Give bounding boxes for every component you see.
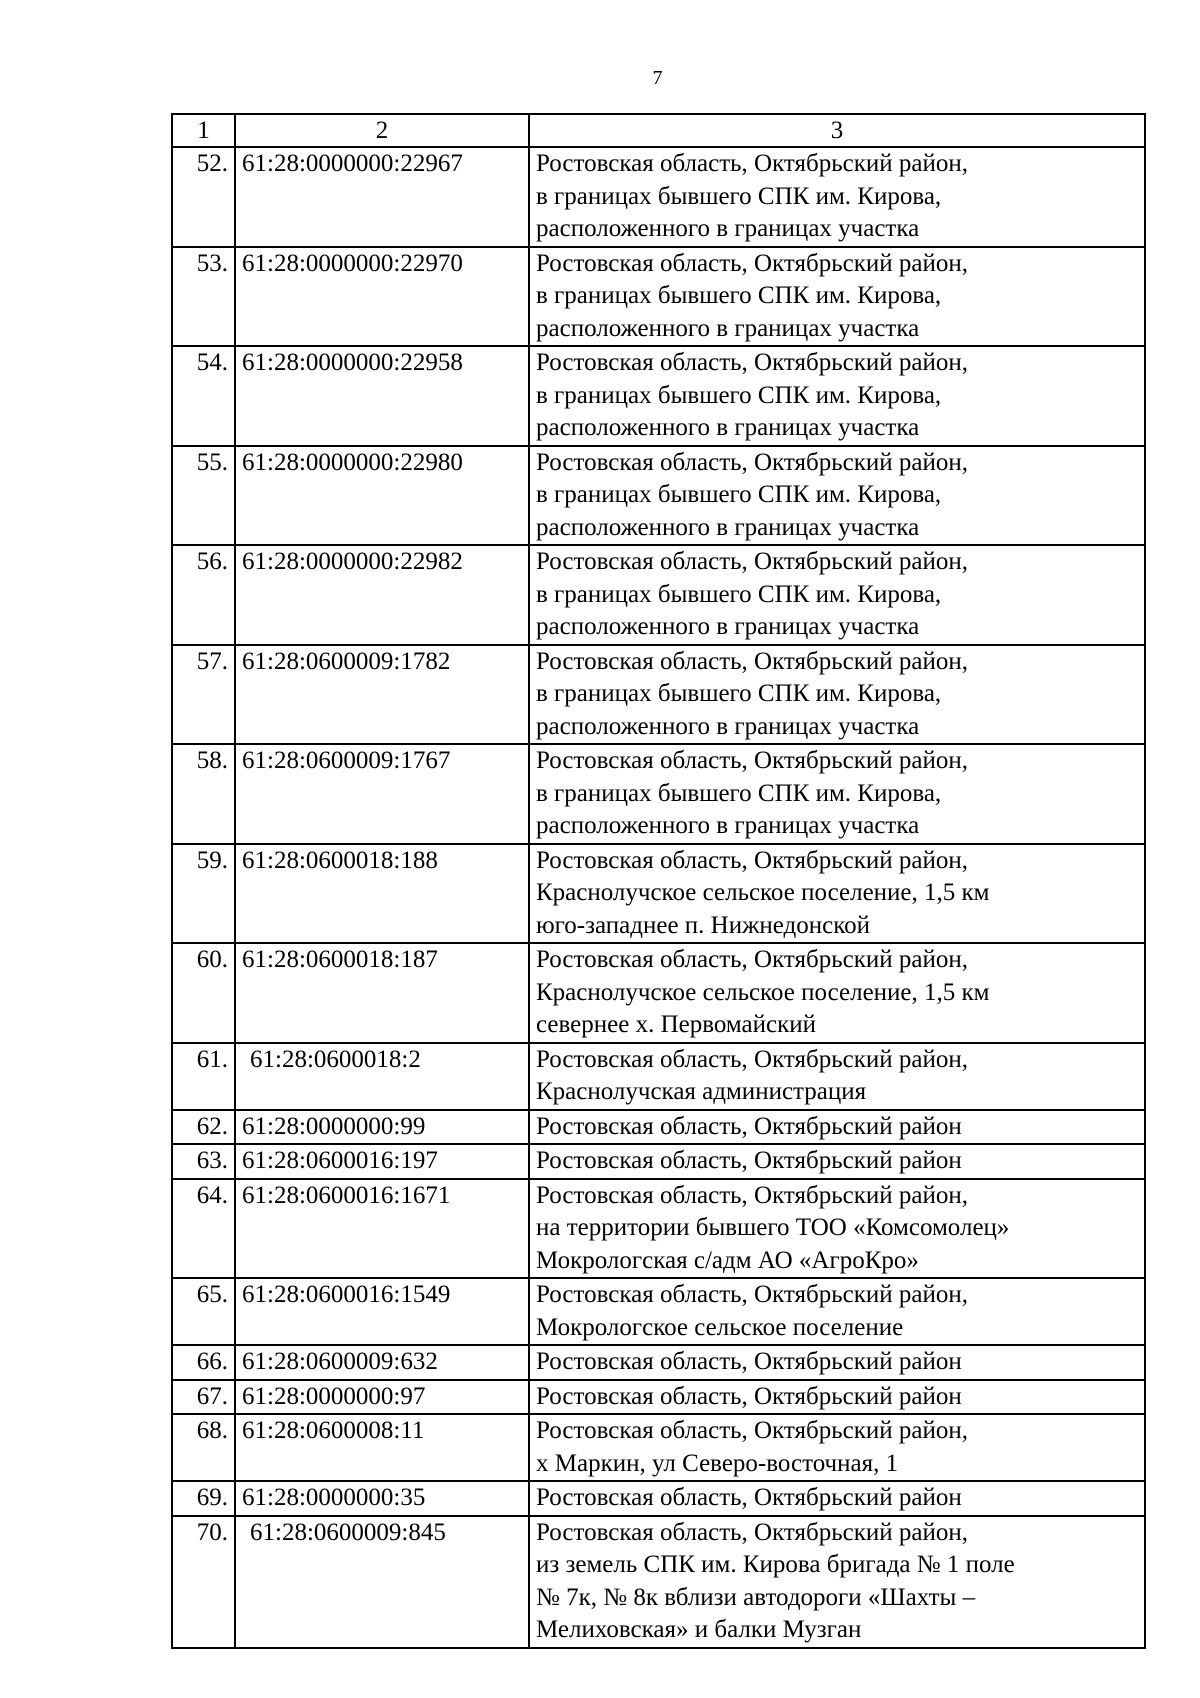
address-line: Ростовская область, Октябрьский район, [536,1181,968,1209]
table-row [172,1414,1145,1481]
row-number-cell: 53. [172,247,235,347]
cadastral-number-cell: 61:28:0000000:22982 [235,545,529,645]
cadastral-number-cell: 61:28:0600009:1767 [235,744,529,844]
address-line: Ростовская область, Октябрьский район [536,1484,962,1511]
page-number: 7 [652,67,663,89]
table-row [172,1345,1145,1380]
cadastral-number-cell: 61:28:0000000:99 [235,1110,529,1145]
address-line: Краснолучское сельское поселение, 1,5 км [536,879,990,906]
table-body [172,147,1145,1648]
address-cell [529,1278,1145,1345]
row-number-cell: 56. [172,545,235,645]
address-line: в границах бывшего СПК им. Кирова, [536,680,942,707]
address-cell [529,247,1145,347]
address-cell [529,1144,1145,1179]
address-line: Ростовская область, Октябрьский район [536,1382,962,1410]
row-number-cell: 57. [172,645,235,745]
address-cell [529,446,1145,546]
cadastral-number-cell: 61:28:0600008:11 [235,1414,529,1481]
table-row [172,1380,1145,1415]
table-row [172,1516,1145,1648]
table-row [172,645,1145,745]
table-row [172,147,1145,247]
table-row [172,1481,1145,1516]
address-cell [529,1380,1145,1415]
table-row [172,1110,1145,1145]
address-line: расположенного в границах участка [536,513,920,541]
table-row [172,446,1145,546]
column-header-number: 1 [172,114,235,147]
table-row [172,247,1145,347]
address-line: № 7к, № 8к вблизи автодороги «Шахты – [536,1583,976,1611]
row-number-cell: 70. [172,1516,235,1648]
cadastral-number-cell: 61:28:0600018:188 [235,844,529,944]
address-line: Краснолучское сельское поселение, 1,5 км [536,978,990,1006]
table-row [172,1144,1145,1179]
address-cell [529,1179,1145,1279]
address-cell [529,1516,1145,1648]
cadastral-number-cell: 61:28:0000000:35 [235,1481,529,1516]
row-number-cell: 68. [172,1414,235,1481]
address-line: Ростовская область, Октябрьский район, [536,1281,968,1308]
table-row [172,1278,1145,1345]
address-line: в границах бывшего СПК им. Кирова, [536,381,942,409]
address-line: Ростовская область, Октябрьский район, [536,1518,968,1546]
row-number-cell: 64. [172,1179,235,1279]
table-row [172,545,1145,645]
address-line: расположенного в границах участка [536,215,920,242]
address-cell [529,1110,1145,1145]
address-line: Краснолучская администрация [536,1078,867,1105]
cadastral-number-cell: 61:28:0000000:22967 [235,147,529,247]
address-cell [529,1481,1145,1516]
column-header-cadastral: 2 [235,114,529,147]
table-row [172,1179,1145,1279]
row-number-cell: 54. [172,346,235,446]
address-line: Мокрологская с/адм АО «АгроКро» [536,1246,919,1274]
table-header-row [172,114,1145,147]
address-line: Ростовская область, Октябрьский район, [536,846,968,874]
address-line: Мелиховская» и балки Музган [536,1616,862,1643]
address-cell [529,545,1145,645]
row-number-cell: 66. [172,1345,235,1380]
address-cell [529,1043,1145,1110]
table-row [172,346,1145,446]
cadastral-number-cell: 61:28:0600016:1671 [235,1179,529,1279]
address-line: севернее х. Первомайский [536,1011,817,1038]
address-cell [529,346,1145,446]
address-line: на территории бывшего ТОО «Комсомолец» [536,1214,1010,1241]
address-cell [529,645,1145,745]
address-line: Мокрологское сельское поселение [536,1313,904,1341]
address-cell [529,147,1145,247]
row-number-cell: 67. [172,1380,235,1415]
cadastral-number-cell: 61:28:0600009:1782 [235,645,529,745]
address-cell [529,1414,1145,1481]
address-line: расположенного в границах участка [536,414,920,441]
cadastral-number-cell: 61:28:0000000:22980 [235,446,529,546]
address-line: х Маркин, ул Северо-восточная, 1 [536,1449,899,1477]
column-header-address: 3 [529,114,1145,147]
address-line: Ростовская область, Октябрьский район, [536,1045,968,1073]
cadastral-number-cell: 61:28:0000000:22970 [235,247,529,347]
address-line: Ростовская область, Октябрьский район, [536,150,968,177]
row-number-cell: 60. [172,943,235,1043]
address-line: из земель СПК им. Кирова бригада № 1 поле [536,1551,1015,1578]
address-line: Ростовская область, Октябрьский район, [536,647,968,675]
table-row [172,744,1145,844]
address-cell [529,744,1145,844]
address-line: в границах бывшего СПК им. Кирова, [536,282,942,309]
address-line: Ростовская область, Октябрьский район [536,1348,962,1375]
cadastral-number-cell: 61:28:0000000:97 [235,1380,529,1415]
row-number-cell: 52. [172,147,235,247]
address-line: расположенного в границах участка [536,812,920,839]
row-number-cell: 55. [172,446,235,546]
row-number-cell: 58. [172,744,235,844]
address-line: в границах бывшего СПК им. Кирова, [536,182,942,210]
address-line: Ростовская область, Октябрьский район, [536,249,968,277]
address-line: Ростовская область, Октябрьский район [536,1147,962,1174]
table-row [172,1043,1145,1110]
table-row [172,844,1145,944]
row-number-cell: 62. [172,1110,235,1145]
row-number-cell: 59. [172,844,235,944]
land-plots-table [171,113,1146,1649]
cadastral-number-cell: 61:28:0600009:845 [235,1516,529,1648]
address-line: в границах бывшего СПК им. Кирова, [536,481,942,508]
table-row [172,943,1145,1043]
cadastral-number-cell: 61:28:0600016:197 [235,1144,529,1179]
row-number-cell: 69. [172,1481,235,1516]
address-line: в границах бывшего СПК им. Кирова, [536,580,942,608]
address-cell [529,1345,1145,1380]
address-cell [529,844,1145,944]
address-line: расположенного в границах участка [536,314,920,342]
address-line: Ростовская область, Октябрьский район, [536,448,968,476]
address-line: Ростовская область, Октябрьский район, [536,1417,968,1444]
cadastral-number-cell: 61:28:0600018:187 [235,943,529,1043]
address-cell [529,943,1145,1043]
cadastral-number-cell: 61:28:0600016:1549 [235,1278,529,1345]
address-line: юго-западнее п. Нижнедонской [536,911,870,939]
row-number-cell: 63. [172,1144,235,1179]
row-number-cell: 61. [172,1043,235,1110]
address-line: в границах бывшего СПК им. Кирова, [536,779,942,807]
address-line: Ростовская область, Октябрьский район [536,1112,962,1140]
address-line: Ростовская область, Октябрьский район, [536,747,968,774]
address-line: Ростовская область, Октябрьский район, [536,548,968,575]
row-number-cell: 65. [172,1278,235,1345]
cadastral-number-cell: 61:28:0000000:22958 [235,346,529,446]
address-line: Ростовская область, Октябрьский район, [536,349,968,376]
address-line: Ростовская область, Октябрьский район, [536,946,968,973]
cadastral-number-cell: 61:28:0600009:632 [235,1345,529,1380]
address-line: расположенного в границах участка [536,712,920,740]
cadastral-number-cell: 61:28:0600018:2 [235,1043,529,1110]
address-line: расположенного в границах участка [536,613,920,640]
